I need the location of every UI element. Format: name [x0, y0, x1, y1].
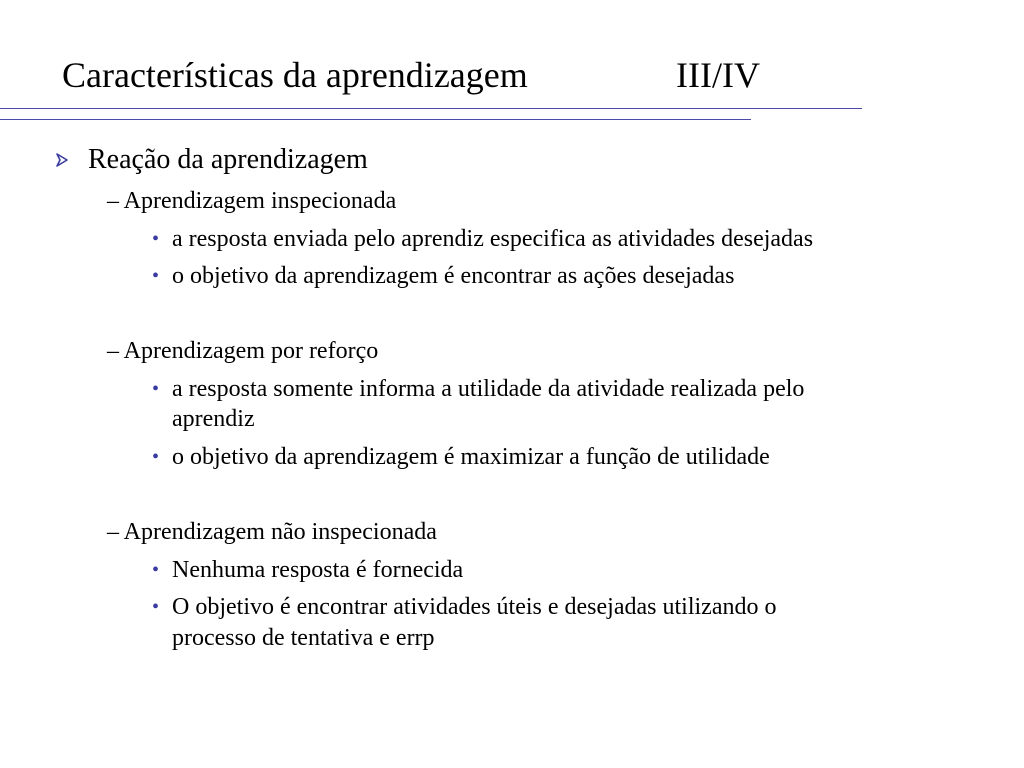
dot-bullet-icon: • [152, 446, 160, 468]
dot-bullet-icon: • [152, 378, 160, 400]
dot-bullet-icon: • [152, 265, 160, 287]
list-item-text: a resposta enviada pelo aprendiz especifica as atividades desejadas [172, 226, 814, 252]
section-heading: – Aprendizagem por reforço [107, 338, 379, 364]
section-heading: – Aprendizagem não inspecionada [107, 519, 437, 545]
main-bullet: Reação da aprendizagem [88, 144, 368, 175]
dot-bullet-icon: • [152, 559, 160, 581]
list-item-text: aprendiz [172, 406, 255, 432]
list-item-text: O objetivo é encontrar atividades úteis e desejadas utilizando o [172, 594, 777, 620]
dot-bullet-icon: • [152, 228, 160, 250]
list-item-text: processo de tentativa e errp [172, 625, 435, 651]
title-text: Características da aprendizagem [62, 55, 528, 95]
arrowhead-bullet-icon [54, 152, 70, 168]
list-item-text: a resposta somente informa a utilidade da atividade realizada pelo [172, 376, 805, 402]
list-item-text: o objetivo da aprendizagem é encontrar as ações desejadas [172, 263, 735, 289]
list-item-text: o objetivo da aprendizagem é maximizar a função de utilidade [172, 444, 770, 470]
page-indicator: III/IV [676, 55, 760, 95]
list-item-text: Nenhuma resposta é fornecida [172, 557, 464, 583]
section-heading: – Aprendizagem inspecionada [107, 188, 397, 214]
dot-bullet-icon: • [152, 596, 160, 618]
